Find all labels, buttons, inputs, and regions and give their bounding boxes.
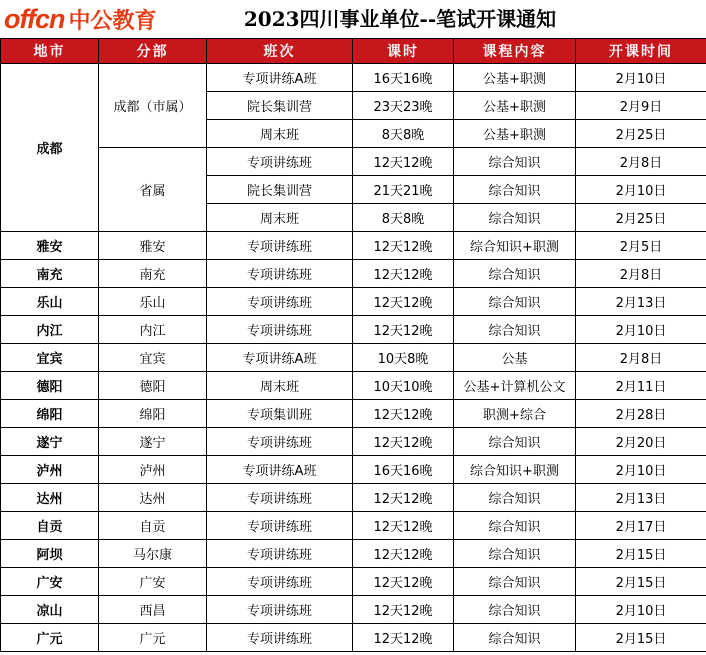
date-cell: 2月25日 [576, 204, 706, 232]
hours-cell: 12天12晚 [353, 260, 454, 288]
date-cell: 2月15日 [576, 568, 706, 596]
logo-cn-text: 中公教育 [68, 8, 157, 34]
city-cell: 达州 [1, 484, 99, 512]
class-cell: 专项讲练班 [207, 316, 353, 344]
hours-cell: 12天12晚 [353, 400, 454, 428]
hours-cell: 12天12晚 [353, 316, 454, 344]
table-row [1, 148, 706, 176]
table-row [1, 316, 706, 344]
hours-cell: 12天12晚 [353, 428, 454, 456]
city-cell: 成都 [1, 64, 99, 232]
branch-cell: 德阳 [99, 372, 207, 400]
table-row [1, 596, 706, 624]
content-cell: 综合知识+职测 [454, 232, 576, 260]
date-cell: 2月5日 [576, 232, 706, 260]
hours-cell: 16天16晚 [353, 64, 454, 92]
content-cell: 综合知识 [454, 204, 576, 232]
date-cell: 2月10日 [576, 64, 706, 92]
table-row [1, 232, 706, 260]
city-cell: 宜宾 [1, 344, 99, 372]
branch-cell: 南充 [99, 260, 207, 288]
content-cell: 综合知识 [454, 148, 576, 176]
date-cell: 2月25日 [576, 120, 706, 148]
hours-cell: 12天12晚 [353, 512, 454, 540]
date-cell: 2月28日 [576, 400, 706, 428]
table-row [1, 456, 706, 484]
branch-cell: 遂宁 [99, 428, 207, 456]
date-cell: 2月17日 [576, 512, 706, 540]
content-cell: 综合知识 [454, 512, 576, 540]
city-cell: 内江 [1, 316, 99, 344]
class-cell: 专项讲练班 [207, 148, 353, 176]
date-cell: 2月8日 [576, 260, 706, 288]
date-cell: 2月10日 [576, 316, 706, 344]
content-cell: 综合知识 [454, 428, 576, 456]
table-row [1, 512, 706, 540]
content-cell: 综合知识 [454, 176, 576, 204]
date-cell: 2月13日 [576, 484, 706, 512]
content-cell: 综合知识 [454, 624, 576, 652]
branch-cell: 西昌 [99, 596, 207, 624]
hours-cell: 21天21晚 [353, 176, 454, 204]
content-cell: 综合知识+职测 [454, 456, 576, 484]
class-cell: 专项讲练班 [207, 232, 353, 260]
hours-cell: 23天23晚 [353, 92, 454, 120]
hours-cell: 10天8晚 [353, 344, 454, 372]
branch-cell: 自贡 [99, 512, 207, 540]
content-cell: 公基+职测 [454, 64, 576, 92]
content-cell: 公基+职测 [454, 120, 576, 148]
city-cell: 雅安 [1, 232, 99, 260]
date-cell: 2月8日 [576, 148, 706, 176]
class-cell: 专项讲练班 [207, 260, 353, 288]
header-city: 地市 [1, 39, 99, 64]
hours-cell: 12天12晚 [353, 148, 454, 176]
table-row [1, 288, 706, 316]
branch-cell: 泸州 [99, 456, 207, 484]
branch-cell: 雅安 [99, 232, 207, 260]
branch-cell: 广元 [99, 624, 207, 652]
city-cell: 乐山 [1, 288, 99, 316]
hours-cell: 8天8晚 [353, 204, 454, 232]
city-cell: 绵阳 [1, 400, 99, 428]
class-cell: 周末班 [207, 120, 353, 148]
class-cell: 专项讲练班 [207, 568, 353, 596]
table-row [1, 624, 706, 652]
header-class: 班次 [207, 39, 353, 64]
content-cell: 综合知识 [454, 484, 576, 512]
branch-cell: 马尔康 [99, 540, 207, 568]
content-cell: 综合知识 [454, 540, 576, 568]
branch-cell: 达州 [99, 484, 207, 512]
page-title: 2023四川事业单位--笔试开课通知 [243, 7, 557, 31]
class-cell: 专项讲练班 [207, 596, 353, 624]
date-cell: 2月9日 [576, 92, 706, 120]
content-cell: 综合知识 [454, 316, 576, 344]
hours-cell: 16天16晚 [353, 456, 454, 484]
content-cell: 综合知识 [454, 260, 576, 288]
class-cell: 院长集训营 [207, 176, 353, 204]
offcn-logo [4, 4, 157, 34]
table-row [1, 540, 706, 568]
class-cell: 专项讲练班 [207, 288, 353, 316]
table-row [1, 568, 706, 596]
city-cell: 阿坝 [1, 540, 99, 568]
hours-cell: 8天8晚 [353, 120, 454, 148]
city-cell: 凉山 [1, 596, 99, 624]
date-cell: 2月8日 [576, 344, 706, 372]
class-cell: 专项集训班 [207, 400, 353, 428]
hours-cell: 12天12晚 [353, 624, 454, 652]
class-cell: 专项讲练班 [207, 624, 353, 652]
table-row [1, 260, 706, 288]
class-cell: 专项讲练A班 [207, 64, 353, 92]
city-cell: 广元 [1, 624, 99, 652]
content-cell: 综合知识 [454, 568, 576, 596]
content-cell: 公基+职测 [454, 92, 576, 120]
class-cell: 专项讲练班 [207, 512, 353, 540]
date-cell: 2月10日 [576, 596, 706, 624]
branch-cell: 省属 [99, 148, 207, 232]
city-cell: 广安 [1, 568, 99, 596]
date-cell: 2月15日 [576, 540, 706, 568]
header-date: 开课时间 [576, 39, 706, 64]
page-header [0, 0, 706, 38]
date-cell: 2月11日 [576, 372, 706, 400]
content-cell: 公基+计算机公文 [454, 372, 576, 400]
class-cell: 专项讲练班 [207, 484, 353, 512]
class-cell: 专项讲练A班 [207, 456, 353, 484]
header-content: 课程内容 [454, 39, 576, 64]
city-cell: 泸州 [1, 456, 99, 484]
table-row [1, 64, 706, 92]
city-cell: 德阳 [1, 372, 99, 400]
hours-cell: 12天12晚 [353, 596, 454, 624]
hours-cell: 12天12晚 [353, 484, 454, 512]
date-cell: 2月10日 [576, 176, 706, 204]
table-row [1, 400, 706, 428]
branch-cell: 成都（市属） [99, 64, 207, 148]
logo-en-text: offcn [4, 3, 65, 34]
class-cell: 专项讲练A班 [207, 344, 353, 372]
date-cell: 2月13日 [576, 288, 706, 316]
table-header-row [1, 39, 706, 64]
city-cell: 南充 [1, 260, 99, 288]
table-row [1, 372, 706, 400]
city-cell: 自贡 [1, 512, 99, 540]
date-cell: 2月10日 [576, 456, 706, 484]
simple-rows [1, 232, 706, 652]
city-cell: 遂宁 [1, 428, 99, 456]
class-cell: 院长集训营 [207, 92, 353, 120]
table-row [1, 344, 706, 372]
branch-cell: 广安 [99, 568, 207, 596]
branch-cell: 内江 [99, 316, 207, 344]
date-cell: 2月15日 [576, 624, 706, 652]
content-cell: 综合知识 [454, 288, 576, 316]
hours-cell: 12天12晚 [353, 288, 454, 316]
hours-cell: 12天12晚 [353, 232, 454, 260]
hours-cell: 12天12晚 [353, 568, 454, 596]
content-cell: 职测+综合 [454, 400, 576, 428]
branch-cell: 乐山 [99, 288, 207, 316]
content-cell: 综合知识 [454, 596, 576, 624]
content-cell: 公基 [454, 344, 576, 372]
date-cell: 2月20日 [576, 428, 706, 456]
header-branch: 分部 [99, 39, 207, 64]
table-row [1, 484, 706, 512]
class-cell: 专项讲练班 [207, 540, 353, 568]
schedule-table [0, 38, 706, 652]
class-cell: 专项讲练班 [207, 428, 353, 456]
table-row [1, 428, 706, 456]
header-hours: 课时 [353, 39, 454, 64]
hours-cell: 12天12晚 [353, 540, 454, 568]
class-cell: 周末班 [207, 204, 353, 232]
branch-cell: 绵阳 [99, 400, 207, 428]
class-cell: 周末班 [207, 372, 353, 400]
hours-cell: 10天10晚 [353, 372, 454, 400]
branch-cell: 宜宾 [99, 344, 207, 372]
